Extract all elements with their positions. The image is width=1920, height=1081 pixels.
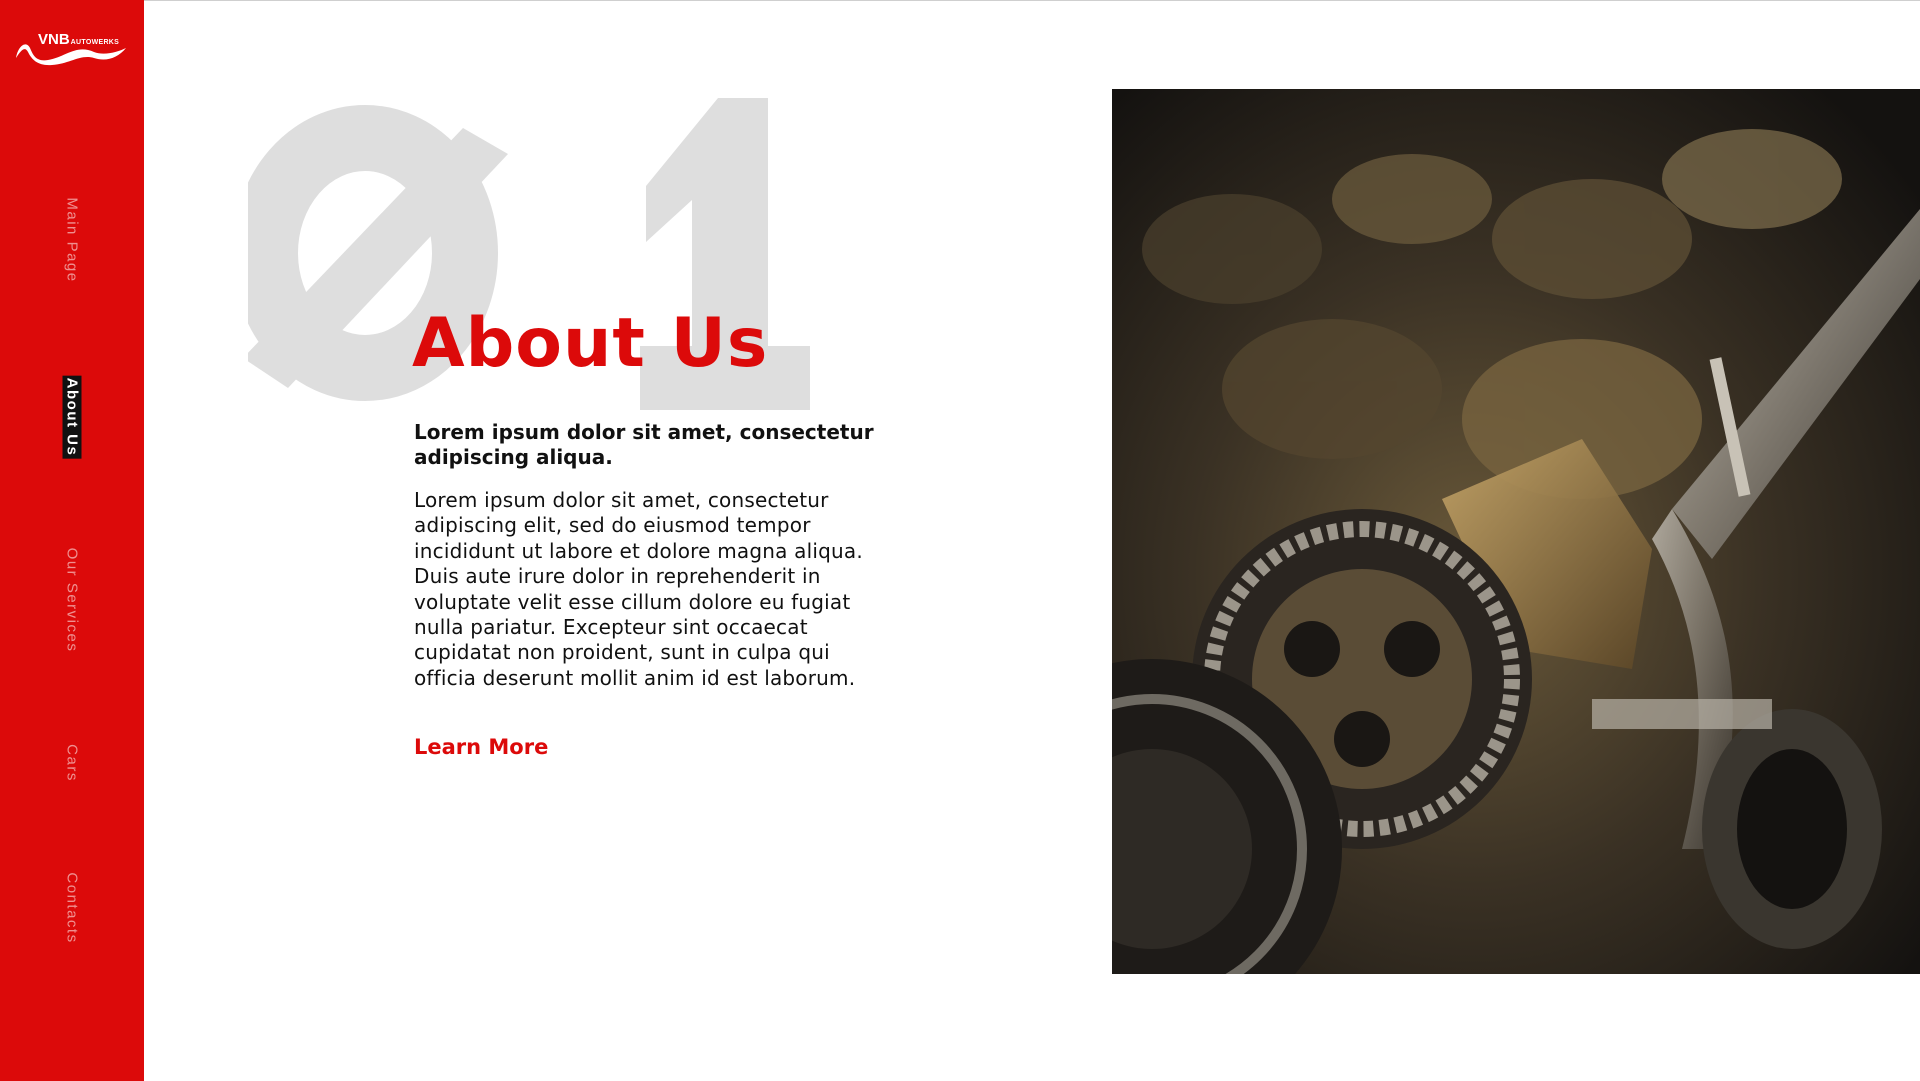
nav-item-cars[interactable]: Cars: [63, 744, 81, 782]
logo-main-text: VNB: [38, 31, 70, 48]
nav-item-contacts[interactable]: Contacts: [63, 872, 81, 944]
section-number-text: 01: [248, 88, 250, 89]
learn-more-link[interactable]: Learn More: [414, 735, 549, 759]
sidebar: [0, 0, 144, 1081]
nav-item-our-services[interactable]: Our Services: [63, 547, 81, 653]
lead-text: Lorem ipsum dolor sit amet, consectetur adipiscing aliqua.: [414, 420, 874, 469]
logo-text: [38, 32, 119, 48]
page-title: About Us: [412, 304, 769, 383]
brand-logo[interactable]: [14, 28, 128, 68]
nav-item-about-us[interactable]: About Us: [63, 377, 81, 457]
body-text: Lorem ipsum dolor sit amet, consectetur adipiscing elit, sed do eiusmod tempor incididunt ut labore et dolore magna aliqua. Duis aute irure dolor in reprehenderit in voluptate velit esse cillum dolore eu fugiat nulla pariatur. Excepteur sint occaecat cupidatat non proident, sunt in culpa qui officia deserunt mollit anim id est laborum.: [414, 488, 863, 690]
top-rule: [0, 0, 1920, 1]
nav-item-main-page[interactable]: Main Page: [63, 197, 81, 283]
logo-sub-text: AUTOWERKS: [70, 39, 120, 46]
engine-photo: [1112, 89, 1920, 974]
